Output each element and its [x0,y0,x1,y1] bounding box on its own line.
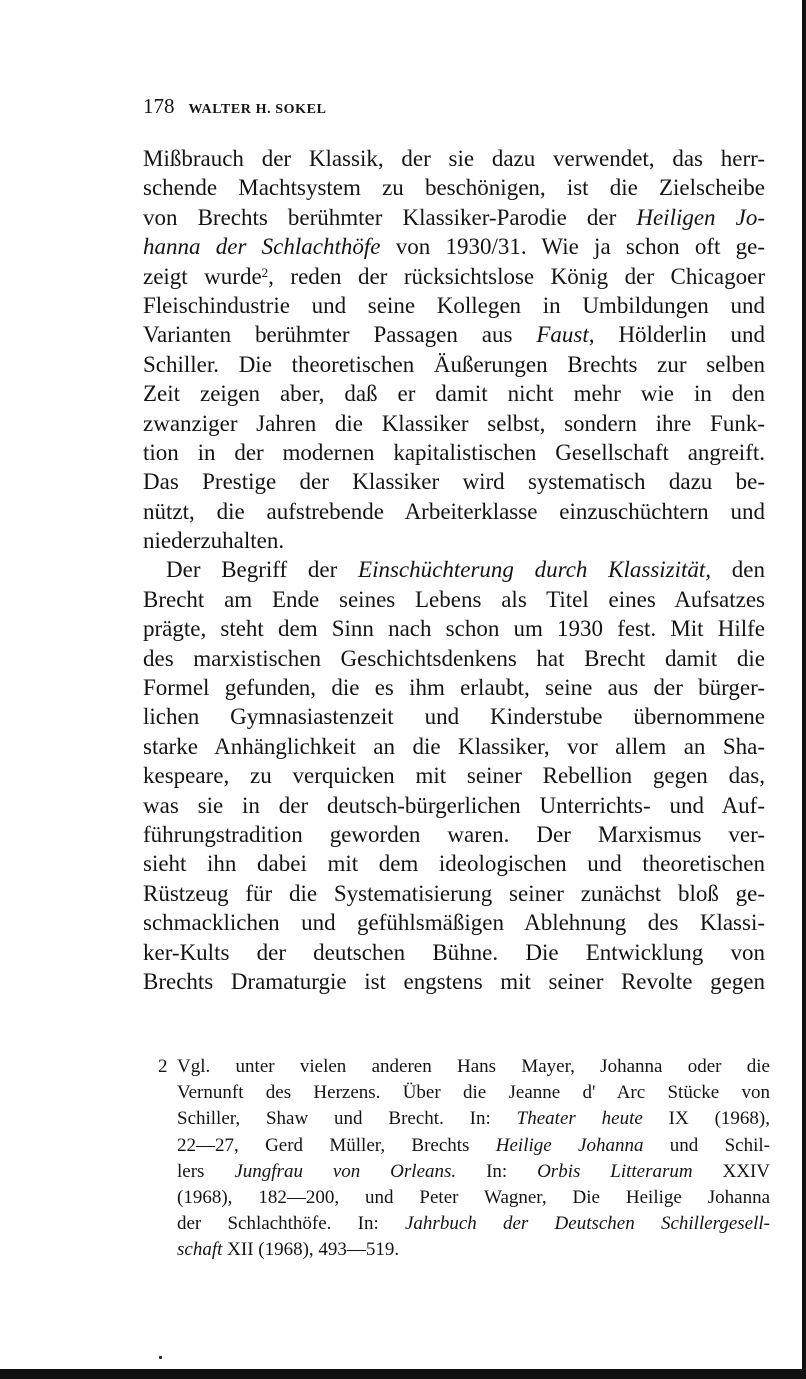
text-line: Brecht am Ende seines Lebens als Titel eines Aufsatzes [143,586,765,612]
footnote-line: Schiller, Shaw und Brecht. In: Theater heute IX (1968), [177,1108,770,1130]
text-line: lichen Gymnasiastenzeit und Kinderstube übernommene [143,704,765,730]
text-line: sieht ihn dabei mit dem ideologischen und theoretischen [143,851,765,877]
text-line: was sie in der deutsch-bürgerlichen Unterrichts- und Auf- [143,792,765,818]
text-line: ker-Kults der deutschen Bühne. Die Entwicklung von [143,939,765,965]
text-line: prägte, steht dem Sinn nach schon um 1930 fest. Mit Hilfe [143,616,765,642]
page-number: 178 [143,94,175,118]
text-line: nützt, die aufstrebende Arbeiterklasse einzuschüchtern und [143,498,765,524]
footnote [158,1054,770,1264]
footnote-line: der Schlachthöfe. In: Jahrbuch der Deutschen Schillergesell- [177,1213,770,1235]
text-line: Fleischindustrie und seine Kollegen in Umbildungen und [143,292,765,318]
text-line: Schiller. Die theoretischen Äußerungen Brechts zur selben [143,351,765,377]
text-line: Zeit zeigen aber, daß er damit nicht mehr wie in den [143,381,765,407]
text-line: Mißbrauch der Klassik, der sie dazu verwendet, das herr- [143,146,765,171]
page-header [143,94,327,119]
text-line: schende Machtsystem zu beschönigen, ist die Zielscheibe [143,175,765,201]
footnote-line: schaft XII (1968), 493—519. [177,1239,400,1261]
scan-speck [159,1356,162,1359]
text-line: niederzuhalten. [143,528,285,554]
text-line: führungstradition geworden waren. Der Marxismus ver- [143,821,765,847]
text-line: des marxistischen Geschichtsdenkens hat Brecht damit die [143,645,765,671]
text-line: schmacklichen und gefühlsmäßigen Ablehnung des Klassi- [143,910,765,936]
body-text [143,144,765,996]
scan-border-right [802,0,806,1379]
footnote-line: Vernunft des Herzens. Über die Jeanne d' Arc Stücke von [177,1082,770,1104]
work-title: Einschüchterung durch Klassizität, [358,557,712,583]
footnote-ref: 2 [261,264,269,280]
text-line: Varianten berühmter Passagen aus Faust, Hölderlin und [143,322,766,348]
text-line: zeigt wurde$^2$, reden der rücksichtslose König der Chicagoer [143,263,765,289]
text-line: hanna der Schlachthöfe von 1930/31. Wie ja schon oft ge- [143,234,765,260]
work-title: Heiligen Jo- [636,204,765,230]
text-line: tion in der modernen kapitalistischen Gesellschaft angreift. [143,439,765,465]
text-line: Brechts Dramaturgie ist engstens mit seiner Revolte gegen [143,968,765,994]
text-line: von Brechts berühmter Klassiker-Parodie der Heiligen Jo- [143,204,765,230]
work-title: Faust, [536,322,595,348]
text-line: Der Begriff der Einschüchterung durch Klassizität, den [166,557,766,583]
work-title: hanna der Schlachthöfe [143,234,381,260]
footnote-line: 22—27, Gerd Müller, Brechts Heilige Johanna und Schil- [177,1134,771,1156]
text-line: zwanziger Jahren die Klassiker selbst, sondern ihre Funk- [143,410,765,436]
footnote-line: lers Jungfrau von Orleans. In: Orbis Litterarum XXIV [177,1160,771,1182]
footnote-line: (1968), 182—200, und Peter Wagner, Die Heilige Johanna [177,1186,770,1208]
text-line: Das Prestige der Klassiker wird systematisch dazu be- [143,469,765,495]
text-line: Formel gefunden, die es ihm erlaubt, seine aus der bürger- [143,675,765,701]
running-head: WALTER H. SOKEL [188,102,327,117]
text-line: kespeare, zu verquicken mit seiner Rebellion gegen das, [143,763,765,789]
footnote-number: 2 [158,1056,168,1077]
text-line: starke Anhänglichkeit an die Klassiker, vor allem an Sha- [143,733,765,759]
text-line: Rüstzeug für die Systematisierung seiner zunächst bloß ge- [143,880,765,906]
footnote-line: 2 Vgl. unter vielen anderen Hans Mayer, Johanna oder die [158,1054,770,1080]
scan-border-bottom [0,1369,806,1379]
